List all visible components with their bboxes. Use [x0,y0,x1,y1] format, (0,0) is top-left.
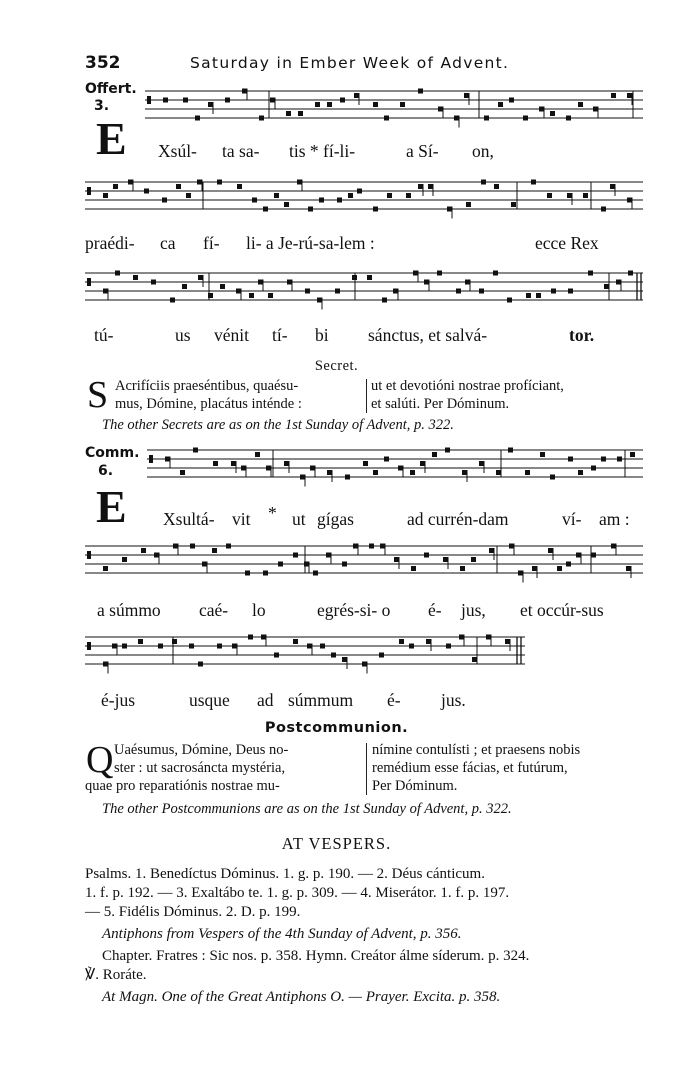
neume-note [274,193,279,198]
neume-note [424,280,429,285]
neume-note [163,98,168,103]
neume-note [115,271,120,276]
neume-note [523,116,528,121]
neume-note [284,202,289,207]
neume-note [138,639,143,644]
neume-note [266,466,271,471]
neume-note [604,284,609,289]
neume-note [278,562,283,567]
neume-note [317,298,322,303]
communion-lyric-2-4: egrés-si- o [317,600,391,620]
neume-note [198,275,203,280]
neume-note [172,639,177,644]
neume-note [550,475,555,480]
communion-lyric-1-2: vit [232,509,251,529]
neume-note [540,452,545,457]
offertory-lyric-3-1: tú- [94,325,114,345]
c-clef-icon [87,642,91,650]
neume-note [342,562,347,567]
communion-lyric-2-7: et occúr-sus [520,600,604,620]
neume-note [411,566,416,571]
offertory-lyric-3-7: tor. [569,325,595,345]
neume-note [557,566,562,571]
neume-note [158,644,163,649]
neume-note [363,461,368,466]
communion-number: 6. [98,463,114,479]
neume-note [576,553,581,558]
neume-note [568,457,573,462]
neume-note [231,461,236,466]
neume-note [505,639,510,644]
neume-note [443,557,448,562]
neume-note [263,571,268,576]
neume-note [445,448,450,453]
communion-staff-1 [147,445,643,501]
neume-note [112,644,117,649]
neume-note [298,111,303,116]
neume-note [593,107,598,112]
c-clef-icon [87,278,91,286]
neume-note [617,457,622,462]
communion-lyric-1-3: * [268,503,277,523]
vespers-chapter: Chapter. Fratres : Sic nos. p. 358. Hymn. Creátor álme síderum. p. 324. [102,948,530,964]
neume-note [384,116,389,121]
neume-note [518,571,523,576]
neume-note [627,93,632,98]
neume-note [507,298,512,303]
neume-note [384,457,389,462]
offertory-staff-1 [145,86,643,130]
neume-note [362,662,367,667]
neume-note [601,207,606,212]
neume-note [293,553,298,558]
communion-lyric-3-2: usque [189,690,230,710]
neume-note [627,198,632,203]
communion-lyric-3-6: jus. [441,690,466,710]
neume-note [438,107,443,112]
neume-note [630,452,635,457]
neume-note [236,289,241,294]
neume-note [268,293,273,298]
neume-note [122,557,127,562]
neume-note [242,89,247,94]
neume-note [103,662,108,667]
neume-note [567,193,572,198]
neume-note [248,635,253,640]
neume-note [447,207,452,212]
neume-note [511,202,516,207]
neume-note [217,180,222,185]
neume-note [327,470,332,475]
neume-note [255,452,260,457]
neume-note [103,289,108,294]
neume-note [382,298,387,303]
neume-note [300,475,305,480]
neume-note [428,184,433,189]
neume-note [186,193,191,198]
neume-note [182,284,187,289]
neume-note [249,293,254,298]
communion-lyric-1-8: am : [599,509,630,529]
neume-note [465,280,470,285]
neume-note [611,544,616,549]
communion-lyric-1-6: ad currén-dam [407,509,509,529]
offertory-lyric-1-2: ta sa- [222,141,260,161]
neume-note [320,644,325,649]
neume-note [367,275,372,280]
neume-note [393,289,398,294]
c-clef-icon [147,96,151,104]
neume-note [498,102,503,107]
neume-note [198,662,203,667]
neume-note [424,553,429,558]
secret-drop-cap: S [87,374,109,416]
neume-note [258,280,263,285]
neume-note [225,98,230,103]
neume-note [270,98,275,103]
neume-note [202,562,207,567]
neume-note [197,180,202,185]
offertory-lyric-1-5: on, [472,141,494,161]
neume-note [373,470,378,475]
secret-heading: Secret. [314,358,359,374]
postcommunion-right-line-3: Per Dóminum. [372,778,458,794]
offertory-lyric-1-3: tis * fí-li- [289,141,356,161]
neume-note [213,461,218,466]
offertory-staff-2 [85,177,643,221]
neume-note [462,470,467,475]
communion-lyric-2-6: jus, [461,600,486,620]
neume-note [550,111,555,116]
vespers-versicle: ℣. Roráte. [85,967,147,983]
neume-note [193,448,198,453]
neume-note [307,644,312,649]
postcommunion-left-line-3: quae pro reparatiónis nostrae mu- [85,778,280,794]
neume-note [340,98,345,103]
neume-note [493,271,498,276]
neume-note [183,98,188,103]
communion-lyric-1-7: ví- [562,509,582,529]
neume-note [259,116,264,121]
communion-initial: E [96,481,127,532]
neume-note [195,116,200,121]
offertory-label: Offert. [85,81,137,97]
neume-note [337,198,342,203]
neume-note [454,116,459,121]
neume-note [394,557,399,562]
neume-note [526,293,531,298]
neume-note [326,553,331,558]
neume-note [626,566,631,571]
neume-note [263,207,268,212]
neume-note [578,102,583,107]
postcommunion-left-line-2: ster : ut sacrosáncta mystéria, [114,760,286,776]
neume-note [287,280,292,285]
offertory-lyric-3-2: us [175,325,191,345]
neume-note [466,202,471,207]
communion-lyric-2-2: caé- [199,600,229,620]
neume-note [426,639,431,644]
neume-note [232,644,237,649]
communion-lyric-2-5: é- [428,600,442,620]
neume-note [588,271,593,276]
neume-note [471,557,476,562]
neume-note [610,184,615,189]
postcommunion-heading: Postcommunion. [264,720,409,736]
postcommunion-note: The other Postcommunions are as on the 1st Sunday of Advent, p. 322. [102,801,512,817]
neume-note [151,280,156,285]
neume-note [165,457,170,462]
neume-note [241,466,246,471]
neume-note [387,193,392,198]
neume-note [484,116,489,121]
neume-note [479,289,484,294]
neume-note [410,470,415,475]
neume-note [398,466,403,471]
communion-lyric-2-1: a súmmo [97,600,161,620]
offertory-lyric-2-1: praédi- [85,233,135,253]
neume-note [486,635,491,640]
neume-note [141,548,146,553]
offertory-lyric-3-5: bi [315,325,329,345]
neume-note [548,548,553,553]
neume-note [591,553,596,558]
communion-lyric-3-1: é-jus [101,690,136,710]
neume-note [578,470,583,475]
neume-note [208,293,213,298]
neume-note [217,644,222,649]
postcommunion-right-line-1: nímine contulísti ; et praesens nobis [372,742,581,758]
neume-note [481,180,486,185]
vespers-magnificat: At Magn. One of the Great Antiphons O. — Prayer. Excita. p. 358. [102,989,501,1005]
neume-note [551,289,556,294]
neume-note [313,571,318,576]
neume-note [472,657,477,662]
offertory-lyric-1-4: a Sí- [406,141,439,161]
secret-left-line-2: mus, Dómine, placátus inténde : [115,396,302,412]
neume-note [331,653,336,658]
neume-note [315,102,320,107]
neume-note [304,562,309,567]
offertory-lyric-3-6: sánctus, et salvá- [368,325,488,345]
neume-note [437,271,442,276]
neume-note [494,184,499,189]
neume-note [274,653,279,658]
neume-note [464,93,469,98]
communion-lyric-3-4: súmmum [288,690,354,710]
neume-note [418,89,423,94]
neume-note [261,635,266,640]
c-clef-icon [87,551,91,559]
neume-note [154,553,159,558]
offertory-lyric-2-2: ca [160,233,176,253]
c-clef-icon [149,455,153,463]
neume-note [348,193,353,198]
neume-note [616,280,621,285]
communion-label: Comm. [85,445,140,461]
neume-note [335,289,340,294]
vespers-psalms-line-3: — 5. Fidélis Dóminus. 2. D. p. 199. [85,904,301,920]
neume-note [409,644,414,649]
secret-note: The other Secrets are as on the 1st Sunday of Advent, p. 322. [102,417,454,433]
neume-note [509,98,514,103]
offertory-number: 3. [94,98,110,114]
neume-note [190,544,195,549]
neume-note [532,566,537,571]
neume-note [539,107,544,112]
offertory-lyric-1-1: Xsúl- [158,141,197,161]
neume-note [525,470,530,475]
neume-note [103,193,108,198]
neume-note [379,653,384,658]
neume-note [252,198,257,203]
neume-note [286,111,291,116]
neume-note [536,293,541,298]
postcommunion-left-line-1: Uaésumus, Dómine, Deus no- [114,742,289,758]
communion-staff-3 [85,632,525,680]
neume-note [220,284,225,289]
neume-note [531,180,536,185]
neume-note [432,452,437,457]
secret-right-line-2: et salúti. Per Dóminum. [371,396,510,412]
communion-lyric-1-4: ut [292,509,306,529]
offertory-staff-3 [85,268,643,314]
communion-lyric-3-5: é- [387,690,401,710]
offertory-initial: E [96,113,127,164]
neume-note [418,184,423,189]
neume-note [128,180,133,185]
offertory-lyric-2-4: li- a Je-rú-sa-lem : [246,233,375,253]
neume-note [489,548,494,553]
neume-note [176,184,181,189]
neume-note [226,544,231,549]
neume-note [413,271,418,276]
neume-note [212,548,217,553]
neume-note [342,657,347,662]
offertory-lyric-2-5: ecce Rex [535,233,599,253]
neume-note [460,566,465,571]
neume-note [373,102,378,107]
neume-note [357,189,362,194]
neume-note [591,466,596,471]
neume-note [399,639,404,644]
neume-note [508,448,513,453]
neume-note [162,198,167,203]
neume-note [373,207,378,212]
neume-note [327,102,332,107]
neume-note [547,193,552,198]
neume-note [133,275,138,280]
neume-note [293,639,298,644]
neume-note [345,475,350,480]
postcommunion-drop-cap: Q [86,739,114,781]
neume-note [406,193,411,198]
neume-note [583,193,588,198]
neume-note [459,635,464,640]
neume-note [456,289,461,294]
neume-note [352,275,357,280]
offertory-lyric-3-4: tí- [272,325,288,345]
neume-note [245,571,250,576]
neume-note [319,198,324,203]
communion-lyric-1-1: Xsultá- [163,509,215,529]
neume-note [369,544,374,549]
vespers-antiphons: Antiphons from Vespers of the 4th Sunday of Advent, p. 356. [102,926,462,942]
vespers-heading: AT VESPERS. [281,834,392,853]
neume-note [237,184,242,189]
neume-note [305,289,310,294]
neume-note [353,544,358,549]
communion-lyric-1-5: gígas [317,509,354,529]
neume-note [113,184,118,189]
neume-note [180,470,185,475]
neume-note [103,566,108,571]
communion-lyric-2-3: lo [252,600,266,620]
neume-note [628,271,633,276]
neume-note [297,180,302,185]
neume-note [144,189,149,194]
neume-note [601,457,606,462]
secret-column-divider [366,379,367,413]
neume-note [308,207,313,212]
neume-note [496,470,501,475]
secret-left-line-1: Acrifíciis praeséntibus, quaésu- [115,378,299,394]
communion-lyric-3-3: ad [257,690,274,710]
postcommunion-column-divider [366,743,367,795]
neume-note [354,93,359,98]
neume-note [479,461,484,466]
neume-note [420,461,425,466]
neume-note [380,544,385,549]
neume-note [310,466,315,471]
neume-note [611,93,616,98]
offertory-lyric-3-3: vénit [214,325,249,345]
neume-note [284,461,289,466]
page-title: Saturday in Ember Week of Advent. [190,54,510,72]
neume-note [170,298,175,303]
offertory-lyric-2-3: fí- [203,233,220,253]
postcommunion-right-line-2: remédium esse fácias, et futúrum, [372,760,568,776]
vespers-psalms-line-2: 1. f. p. 192. — 3. Exaltábo te. 1. g. p. 309. — 4. Miserátor. 1. f. p. 197. [85,885,510,901]
neume-note [509,544,514,549]
neume-note [208,102,213,107]
neume-note [566,562,571,567]
secret-right-line-1: ut et devotióni nostrae profíciant, [371,378,564,394]
vespers-psalms-line-1: Psalms. 1. Benedíctus Dóminus. 1. g. p. 190. — 2. Déus cánticum. [85,866,485,882]
communion-staff-2 [85,541,643,589]
page-number: 352 [85,53,121,73]
neume-note [189,644,194,649]
neume-note [122,644,127,649]
neume-note [568,289,573,294]
neume-note [446,644,451,649]
c-clef-icon [87,187,91,195]
neume-note [400,102,405,107]
neume-note [173,544,178,549]
neume-note [566,116,571,121]
